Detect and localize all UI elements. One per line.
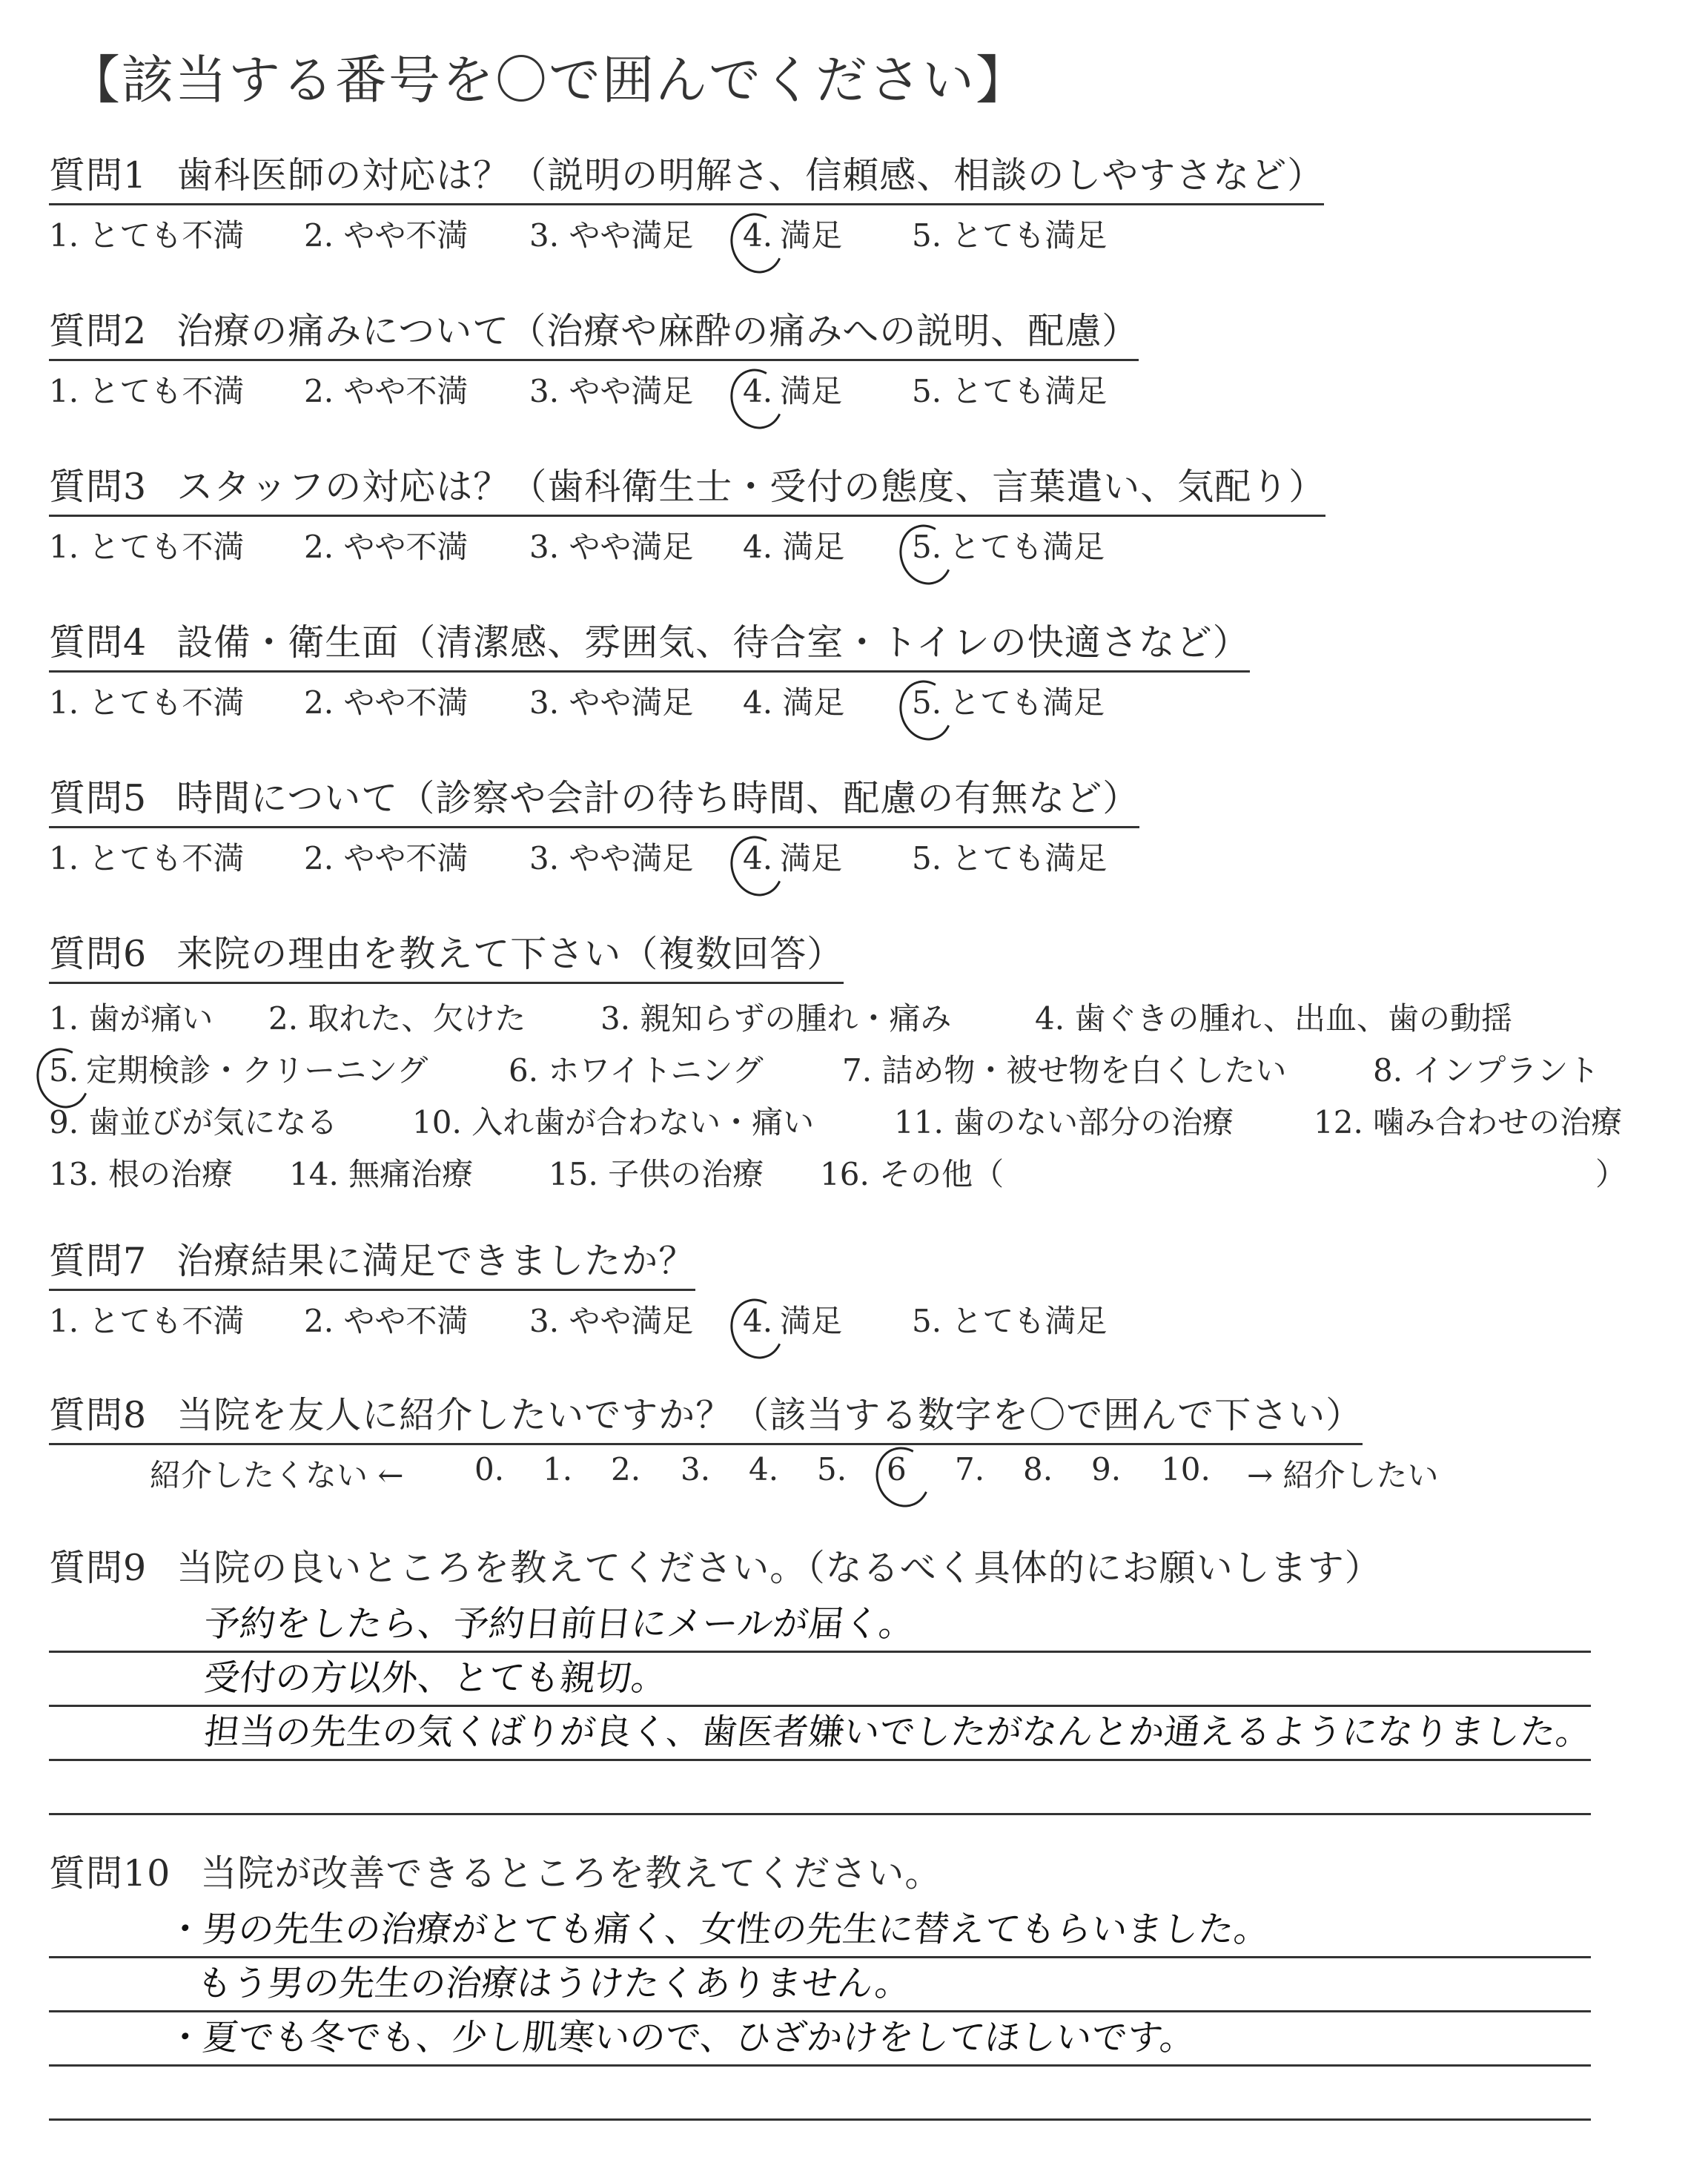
option-5[interactable]: 5. とても満足 bbox=[912, 840, 1108, 876]
question-number: 質問5 bbox=[49, 777, 148, 819]
option-2[interactable]: 2. やや不満 bbox=[304, 529, 469, 565]
option-1[interactable]: 1. とても不満 bbox=[49, 217, 245, 254]
option-4-selected[interactable]: 4. 満足 bbox=[743, 373, 843, 409]
question-2 bbox=[49, 303, 1680, 416]
question-title bbox=[49, 303, 1139, 361]
question-number: 質問6 bbox=[49, 933, 148, 975]
question-text: 設備・衛生面（清潔感、雰囲気、待合室・トイレの快適さなど） bbox=[176, 621, 1250, 664]
scale-9[interactable]: 9. bbox=[1091, 1451, 1122, 1487]
answer-lines bbox=[49, 1904, 1680, 2121]
option-5-selected[interactable]: 5. とても満足 bbox=[912, 529, 1105, 565]
question-title bbox=[49, 458, 1325, 517]
answer-line[interactable] bbox=[49, 1599, 1591, 1653]
scale-1[interactable]: 1. bbox=[543, 1451, 573, 1487]
option-1[interactable]: 1. とても不満 bbox=[49, 684, 245, 721]
handwritten-answer: ・夏でも冬でも、少し肌寒いので、ひざかけをしてほしいです。 bbox=[165, 2017, 1198, 2058]
reason-16[interactable]: 16. その他（ bbox=[820, 1156, 1004, 1192]
other-close-paren: ） bbox=[1595, 1156, 1627, 1192]
scale-5[interactable]: 5. bbox=[817, 1451, 847, 1487]
answer-line[interactable] bbox=[49, 2012, 1591, 2067]
rating-options bbox=[49, 1297, 1680, 1346]
answer-line[interactable] bbox=[49, 2067, 1591, 2121]
answer-line[interactable] bbox=[49, 1707, 1594, 1761]
option-1[interactable]: 1. とても不満 bbox=[49, 529, 245, 565]
reason-row bbox=[49, 1150, 1680, 1202]
handwritten-answer: 予約をしたら、予約日前日にメールが届く。 bbox=[202, 1603, 917, 1645]
question-title bbox=[49, 147, 1324, 205]
rating-options bbox=[49, 523, 1680, 572]
reason-row bbox=[49, 994, 1680, 1046]
scale-6-selected[interactable]: 6 bbox=[887, 1451, 907, 1487]
option-1[interactable]: 1. とても不満 bbox=[49, 373, 245, 409]
question-4 bbox=[49, 614, 1680, 727]
scale-4[interactable]: 4. bbox=[749, 1451, 779, 1487]
question-text: 時間について（診察や会計の待ち時間、配慮の有無など） bbox=[176, 777, 1140, 819]
question-title bbox=[49, 770, 1139, 828]
option-3[interactable]: 3. やや満足 bbox=[529, 1303, 694, 1339]
question-number: 質問8 bbox=[49, 1394, 148, 1436]
answer-lines bbox=[49, 1599, 1680, 1815]
scale-8[interactable]: 8. bbox=[1023, 1451, 1053, 1487]
question-text: 来院の理由を教えて下さい（複数回答） bbox=[176, 933, 844, 975]
reason-3[interactable]: 3. 親知らずの腫れ・痛み bbox=[600, 1000, 952, 1037]
question-title bbox=[49, 1387, 1363, 1445]
reason-2[interactable]: 2. 取れた、欠けた bbox=[268, 1000, 526, 1037]
scale-2[interactable]: 2. bbox=[611, 1451, 641, 1487]
reason-4[interactable]: 4. 歯ぐきの腫れ、出血、歯の動揺 bbox=[1035, 1000, 1512, 1037]
question-title bbox=[49, 614, 1250, 673]
option-3[interactable]: 3. やや満足 bbox=[529, 840, 694, 876]
question-number: 質問10 bbox=[49, 1852, 171, 1895]
option-2[interactable]: 2. やや不満 bbox=[304, 684, 469, 721]
reason-11[interactable]: 11. 歯のない部分の治療 bbox=[894, 1104, 1234, 1140]
reason-7[interactable]: 7. 詰め物・被せ物を白くしたい bbox=[842, 1052, 1287, 1089]
option-2[interactable]: 2. やや不満 bbox=[304, 373, 469, 409]
option-4-selected[interactable]: 4. 満足 bbox=[743, 1303, 843, 1339]
answer-line[interactable] bbox=[49, 1761, 1591, 1815]
question-text: 当院の良いところを教えてください。（なるべく具体的にお願いします） bbox=[176, 1547, 1382, 1589]
question-1 bbox=[49, 147, 1680, 260]
option-5[interactable]: 5. とても満足 bbox=[912, 217, 1108, 254]
question-8 bbox=[49, 1387, 1680, 1503]
answer-line[interactable] bbox=[49, 1653, 1591, 1707]
option-4-selected[interactable]: 4. 満足 bbox=[743, 840, 843, 876]
option-5[interactable]: 5. とても満足 bbox=[912, 1303, 1108, 1339]
question-title bbox=[49, 925, 844, 984]
reason-row bbox=[49, 1046, 1680, 1098]
question-number: 質問4 bbox=[49, 621, 148, 664]
question-text: 歯科医師の対応は？（説明の明解さ、信頼感、相談のしやすさなど） bbox=[176, 154, 1325, 196]
recommend-scale bbox=[49, 1451, 1680, 1503]
question-text: 治療の痛みについて（治療や麻酔の痛みへの説明、配慮） bbox=[176, 310, 1139, 352]
scale-3[interactable]: 3. bbox=[681, 1451, 711, 1487]
rating-options bbox=[49, 834, 1680, 883]
option-5[interactable]: 5. とても満足 bbox=[912, 373, 1108, 409]
question-number: 質問9 bbox=[49, 1547, 148, 1589]
option-2[interactable]: 2. やや不満 bbox=[304, 217, 469, 254]
option-4[interactable]: 4. 満足 bbox=[743, 529, 845, 565]
question-7 bbox=[49, 1232, 1680, 1346]
option-5-selected[interactable]: 5. とても満足 bbox=[912, 684, 1105, 721]
option-4[interactable]: 4. 満足 bbox=[743, 684, 845, 721]
answer-line[interactable] bbox=[49, 1904, 1591, 1958]
question-text: 当院を友人に紹介したいですか？（該当する数字を〇で囲んで下さい） bbox=[176, 1394, 1363, 1436]
reason-1[interactable]: 1. 歯が痛い bbox=[49, 1000, 214, 1037]
question-number: 質問1 bbox=[49, 154, 148, 196]
page-heading: 【該当する番号を〇で囲んでください】 bbox=[68, 50, 1029, 110]
question-number: 質問3 bbox=[49, 466, 148, 508]
rating-options bbox=[49, 367, 1680, 416]
reason-15[interactable]: 15. 子供の治療 bbox=[549, 1156, 764, 1192]
question-text: 治療結果に満足できましたか？ bbox=[176, 1240, 696, 1282]
question-title bbox=[49, 1845, 1680, 1897]
reason-row bbox=[49, 1098, 1680, 1150]
question-title bbox=[49, 1539, 1680, 1591]
reason-12[interactable]: 12. 噛み合わせの治療 bbox=[1314, 1104, 1623, 1140]
handwritten-answer: ・男の先生の治療がとても痛く、女性の先生に替えてもらいました。 bbox=[165, 1909, 1272, 1950]
question-6 bbox=[49, 925, 1680, 1202]
answer-line[interactable] bbox=[49, 1958, 1591, 2012]
question-9 bbox=[49, 1539, 1680, 1815]
question-title bbox=[49, 1232, 695, 1291]
rating-options bbox=[49, 211, 1680, 260]
reason-14[interactable]: 14. 無痛治療 bbox=[289, 1156, 474, 1192]
question-3 bbox=[49, 458, 1680, 572]
handwritten-answer: もう男の先生の治療はうけたくありません。 bbox=[194, 1963, 913, 2004]
option-3[interactable]: 3. やや満足 bbox=[529, 217, 694, 254]
option-2[interactable]: 2. やや不満 bbox=[304, 840, 469, 876]
rating-options bbox=[49, 678, 1680, 727]
handwritten-answer: 受付の方以外、とても親切。 bbox=[202, 1657, 669, 1699]
question-text: スタッフの対応は？（歯科衛生士・受付の態度、言葉遣い、気配り） bbox=[176, 466, 1326, 508]
option-2[interactable]: 2. やや不満 bbox=[304, 1303, 469, 1339]
question-5 bbox=[49, 770, 1680, 883]
scale-left-label: 紹介したくない ← bbox=[150, 1457, 404, 1493]
option-3[interactable]: 3. やや満足 bbox=[529, 373, 694, 409]
question-10 bbox=[49, 1845, 1680, 2121]
reason-9[interactable]: 9. 歯並びが気になる bbox=[49, 1104, 338, 1140]
option-1[interactable]: 1. とても不満 bbox=[49, 840, 245, 876]
question-text: 当院が改善できるところを教えてください。 bbox=[200, 1852, 942, 1895]
reason-5-selected[interactable]: 5. 定期検診・クリーニング bbox=[49, 1052, 428, 1089]
option-3[interactable]: 3. やや満足 bbox=[529, 684, 694, 721]
reason-13[interactable]: 13. 根の治療 bbox=[49, 1156, 234, 1192]
question-number: 質問7 bbox=[49, 1240, 148, 1282]
scale-right-label: → 紹介したい bbox=[1247, 1457, 1439, 1493]
question-number: 質問2 bbox=[49, 310, 148, 352]
scale-10[interactable]: 10. bbox=[1161, 1451, 1211, 1487]
reason-6[interactable]: 6. ホワイトニング bbox=[509, 1052, 764, 1089]
option-4-selected[interactable]: 4. 満足 bbox=[743, 217, 843, 254]
reason-10[interactable]: 10. 入れ歯が合わない・痛い bbox=[412, 1104, 815, 1140]
scale-7[interactable]: 7. bbox=[955, 1451, 985, 1487]
option-1[interactable]: 1. とても不満 bbox=[49, 1303, 245, 1339]
reason-options bbox=[49, 994, 1680, 1202]
handwritten-answer: 担当の先生の気くばりが良く、歯医者嫌いでしたがなんとか通えるようになりました。 bbox=[202, 1711, 1594, 1753]
option-3[interactable]: 3. やや満足 bbox=[529, 529, 694, 565]
reason-8[interactable]: 8. インプラント bbox=[1373, 1052, 1600, 1089]
scale-0[interactable]: 0. bbox=[474, 1451, 505, 1487]
